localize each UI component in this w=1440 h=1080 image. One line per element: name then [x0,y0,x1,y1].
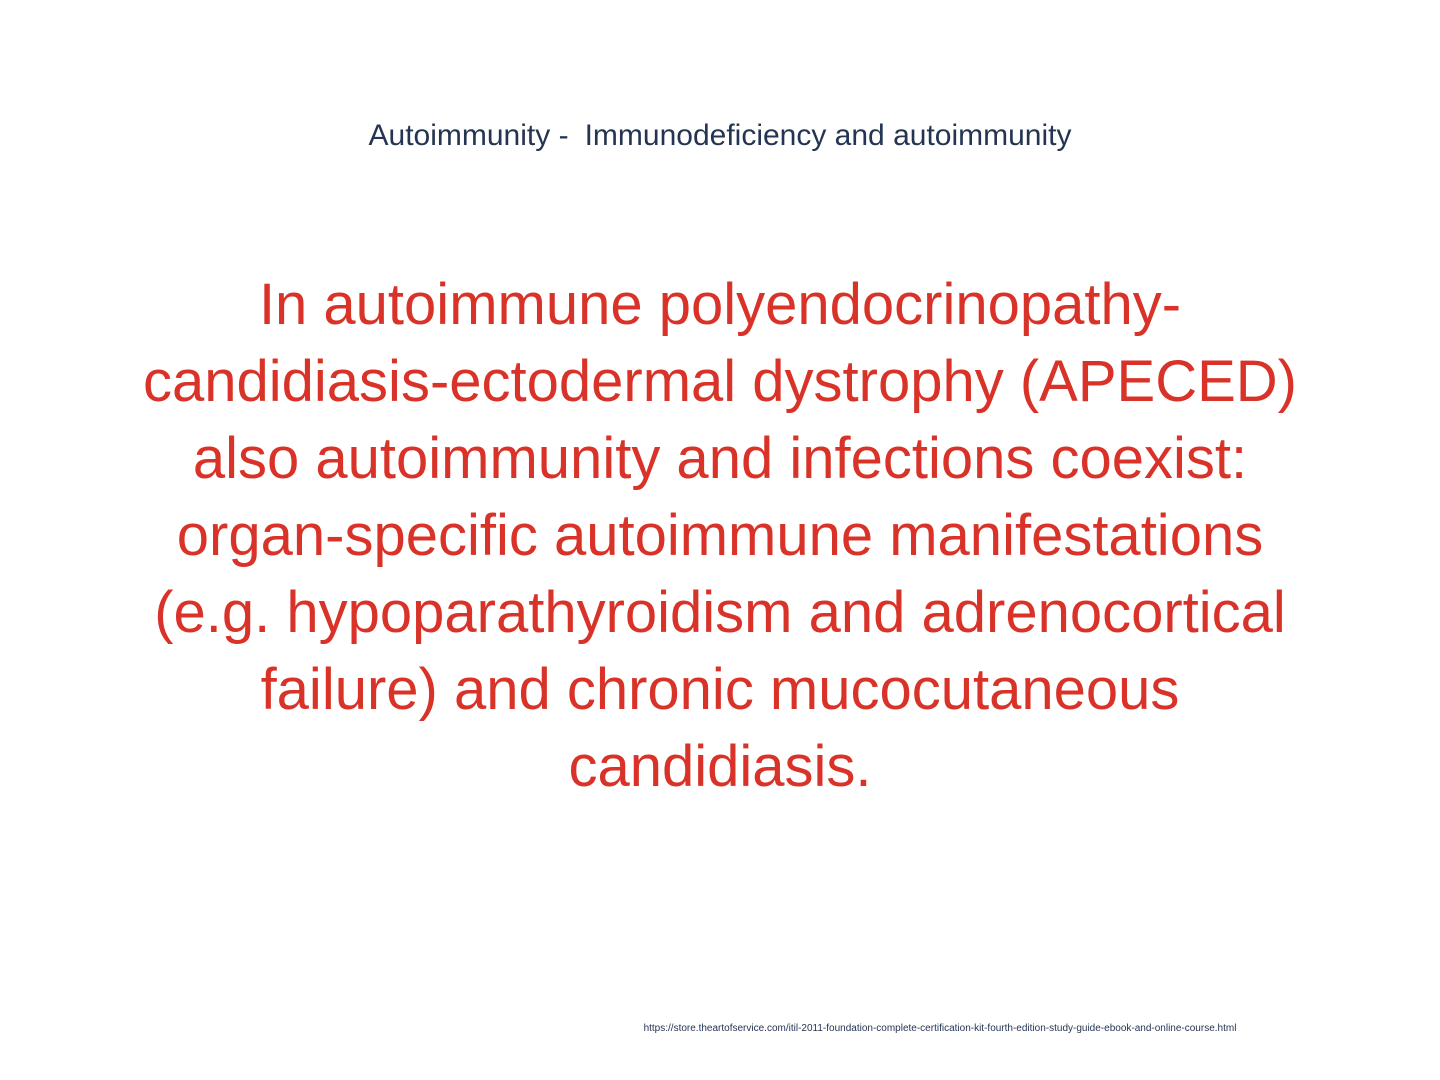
slide-title-topic: Autoimmunity - [368,119,569,152]
slide-title-subtopic: Immunodeficiency and autoimmunity [584,119,1072,152]
slide-body-text: In autoimmune polyendocrinopathy-candidiasis-ectodermal dystrophy (APECED) also autoimmunity and infections coexist: organ-specific autoimmune manifestations (e.g. hypoparathyroidism and adrenocortical failure) and chronic mucocutaneous candidiasis. [143,272,1297,799]
slide-title [0,116,1440,156]
footer-source-link[interactable]: https://store.theartofservice.com/itil-2011-foundation-complete-certification-kit-fourth-edition-study-guide-ebook-and-online-course.html [643,1023,1237,1034]
